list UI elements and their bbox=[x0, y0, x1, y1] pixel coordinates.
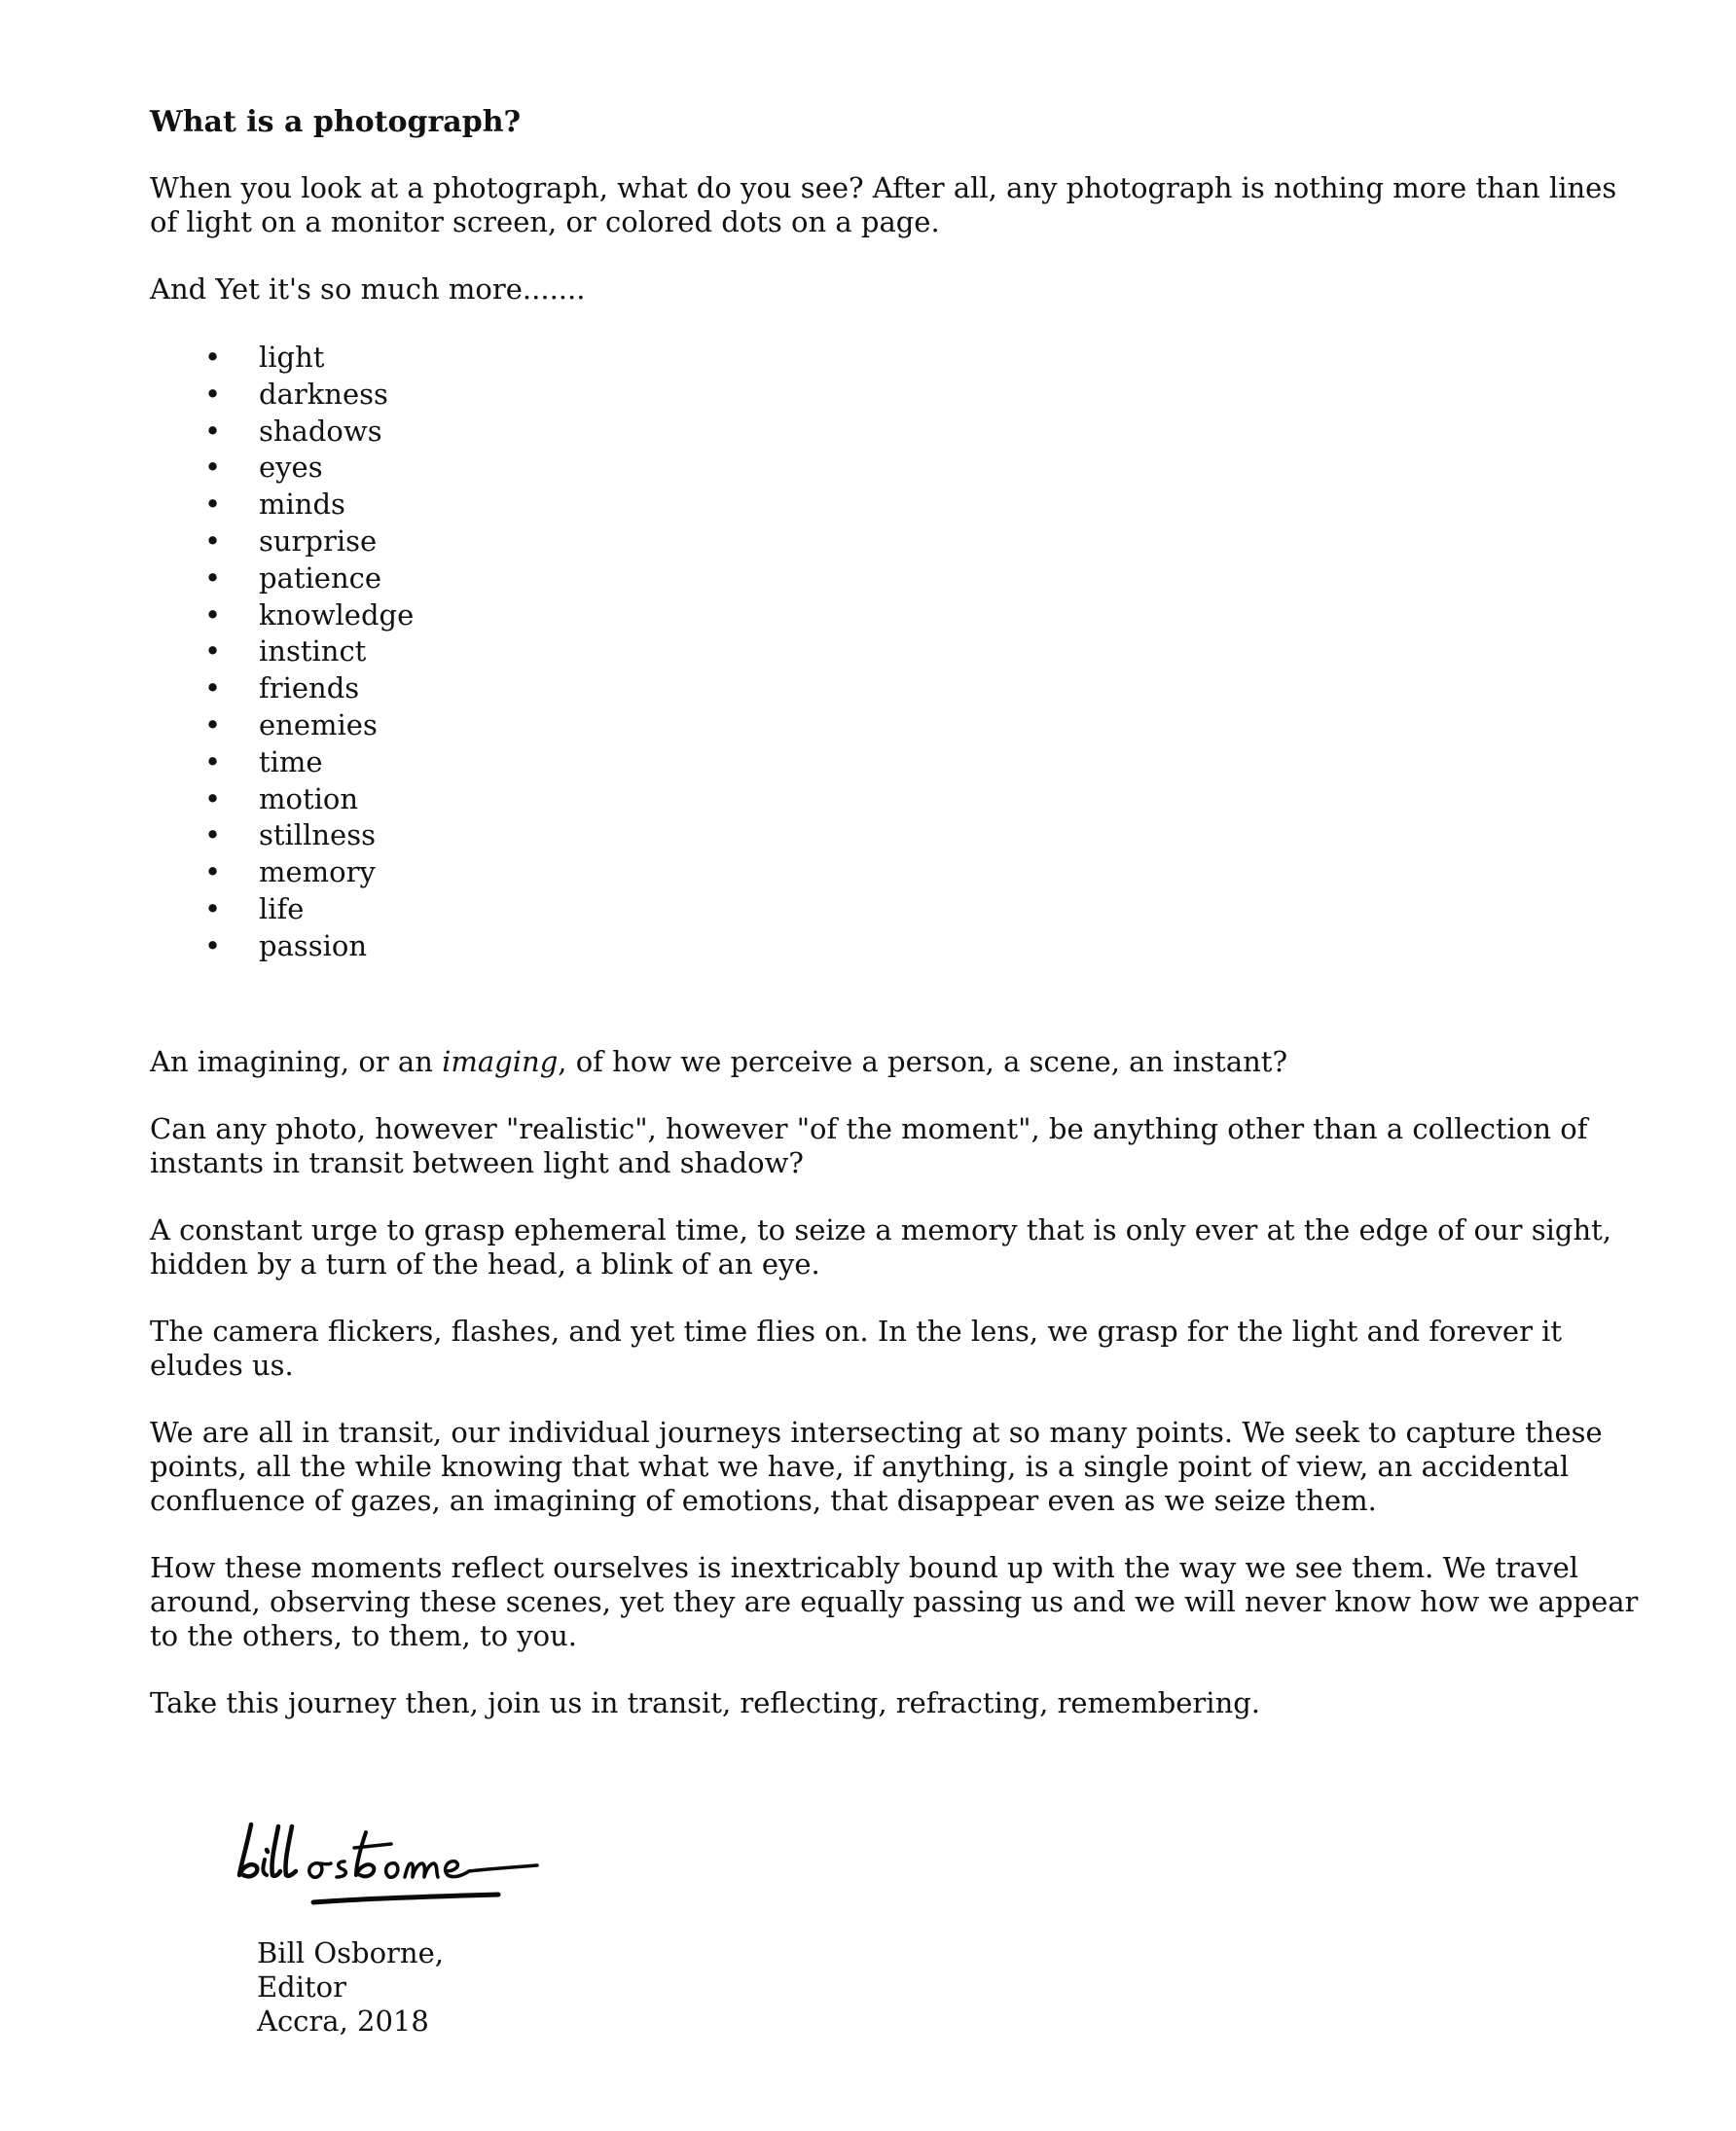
bullet-icon: • bbox=[204, 707, 222, 741]
bullet-icon: • bbox=[204, 560, 222, 595]
paragraph-urge: A constant urge to grasp ephemeral time, to seize a memory that is only ever at the edge of our sight, hidden by a turn of the head, a blink of an eye. bbox=[150, 1212, 1612, 1281]
paragraph-journey: Take this journey then, join us in transit, reflecting, refracting, remembering. bbox=[150, 1685, 1261, 1719]
list-item: • minds bbox=[150, 487, 1639, 524]
list-item: • memory bbox=[150, 854, 1639, 891]
signature-image bbox=[230, 1815, 561, 1912]
list-item: • surprise bbox=[150, 524, 1639, 560]
bullet-icon: • bbox=[204, 341, 222, 374]
list-item: • patience bbox=[150, 560, 1639, 597]
spacer bbox=[150, 998, 1639, 1045]
bullet-icon: • bbox=[204, 634, 222, 668]
list-item: • passion bbox=[150, 928, 1639, 965]
bullet-icon: • bbox=[204, 488, 222, 522]
bullet-icon: • bbox=[204, 671, 222, 705]
list-item: • stillness bbox=[150, 817, 1639, 854]
list-item: • time bbox=[150, 744, 1639, 781]
bullet-icon: • bbox=[204, 597, 222, 632]
list-item: • life bbox=[150, 891, 1639, 928]
paragraph-moments: How these moments reflect ourselves is inextricably bound up with the way we see them. We travel around, observing these scenes, yet they are equally passing us and we will never know how we appear to the others, to them, to you. bbox=[150, 1550, 1639, 1652]
intro-paragraph: When you look at a photograph, what do you see? After all, any photograph is nothing more than lines of light on a monitor screen, or colored dots on a page. bbox=[150, 171, 1617, 238]
place-date: Accra, 2018 bbox=[257, 2005, 429, 2038]
list-item: • knowledge bbox=[150, 597, 1639, 634]
bullet-icon: • bbox=[204, 414, 222, 448]
list-item: • friends bbox=[150, 670, 1639, 707]
paragraph-transit: We are all in transit, our individual journeys intersecting at so many points. We seek to capture these points, all the while knowing that what we have, if anything, is a single point of view, an accidental confluence of gazes, an imagining of emotions, that disappear even as we seize them. bbox=[150, 1415, 1603, 1517]
imagining-paragraph: An imagining, or an imaging, of how we perceive a person, a scene, an instant? bbox=[150, 1044, 1287, 1078]
bullet-icon: • bbox=[204, 451, 222, 485]
bullet-icon: • bbox=[204, 524, 222, 558]
bullet-icon: • bbox=[204, 855, 222, 889]
list-item: • enemies bbox=[150, 707, 1639, 744]
bullet-icon: • bbox=[204, 928, 222, 962]
lead-paragraph: And Yet it's so much more....... bbox=[150, 272, 586, 306]
bullet-icon: • bbox=[204, 818, 222, 852]
bullet-icon: • bbox=[204, 377, 222, 411]
bullet-list bbox=[150, 340, 1639, 965]
bullet-icon: • bbox=[204, 781, 222, 815]
paragraph-camera: The camera flickers, flashes, and yet time flies on. In the lens, we grasp for the light and forever it eludes us. bbox=[150, 1314, 1563, 1382]
bullet-icon: • bbox=[204, 891, 222, 925]
list-item: • motion bbox=[150, 781, 1639, 818]
list-item: • shadows bbox=[150, 414, 1639, 451]
letter-body bbox=[150, 105, 1639, 1753]
bullet-icon: • bbox=[204, 744, 222, 778]
page-title: What is a photograph? bbox=[150, 105, 522, 139]
list-item: • darkness bbox=[150, 377, 1639, 414]
list-item: • eyes bbox=[150, 450, 1639, 487]
handwritten-signature bbox=[230, 1815, 561, 1912]
list-item: • instinct bbox=[150, 633, 1639, 670]
editor-role: Editor bbox=[257, 1970, 346, 2004]
list-item: • light bbox=[150, 340, 1639, 377]
signoff-block bbox=[257, 1936, 444, 2039]
paragraph-realistic: Can any photo, however "realistic", however "of the moment", be anything other than a collection of instants in transit between light and shadow? bbox=[150, 1111, 1588, 1179]
emphasis-text: imaging bbox=[442, 1044, 559, 1078]
editor-name: Bill Osborne, bbox=[257, 1936, 444, 1969]
